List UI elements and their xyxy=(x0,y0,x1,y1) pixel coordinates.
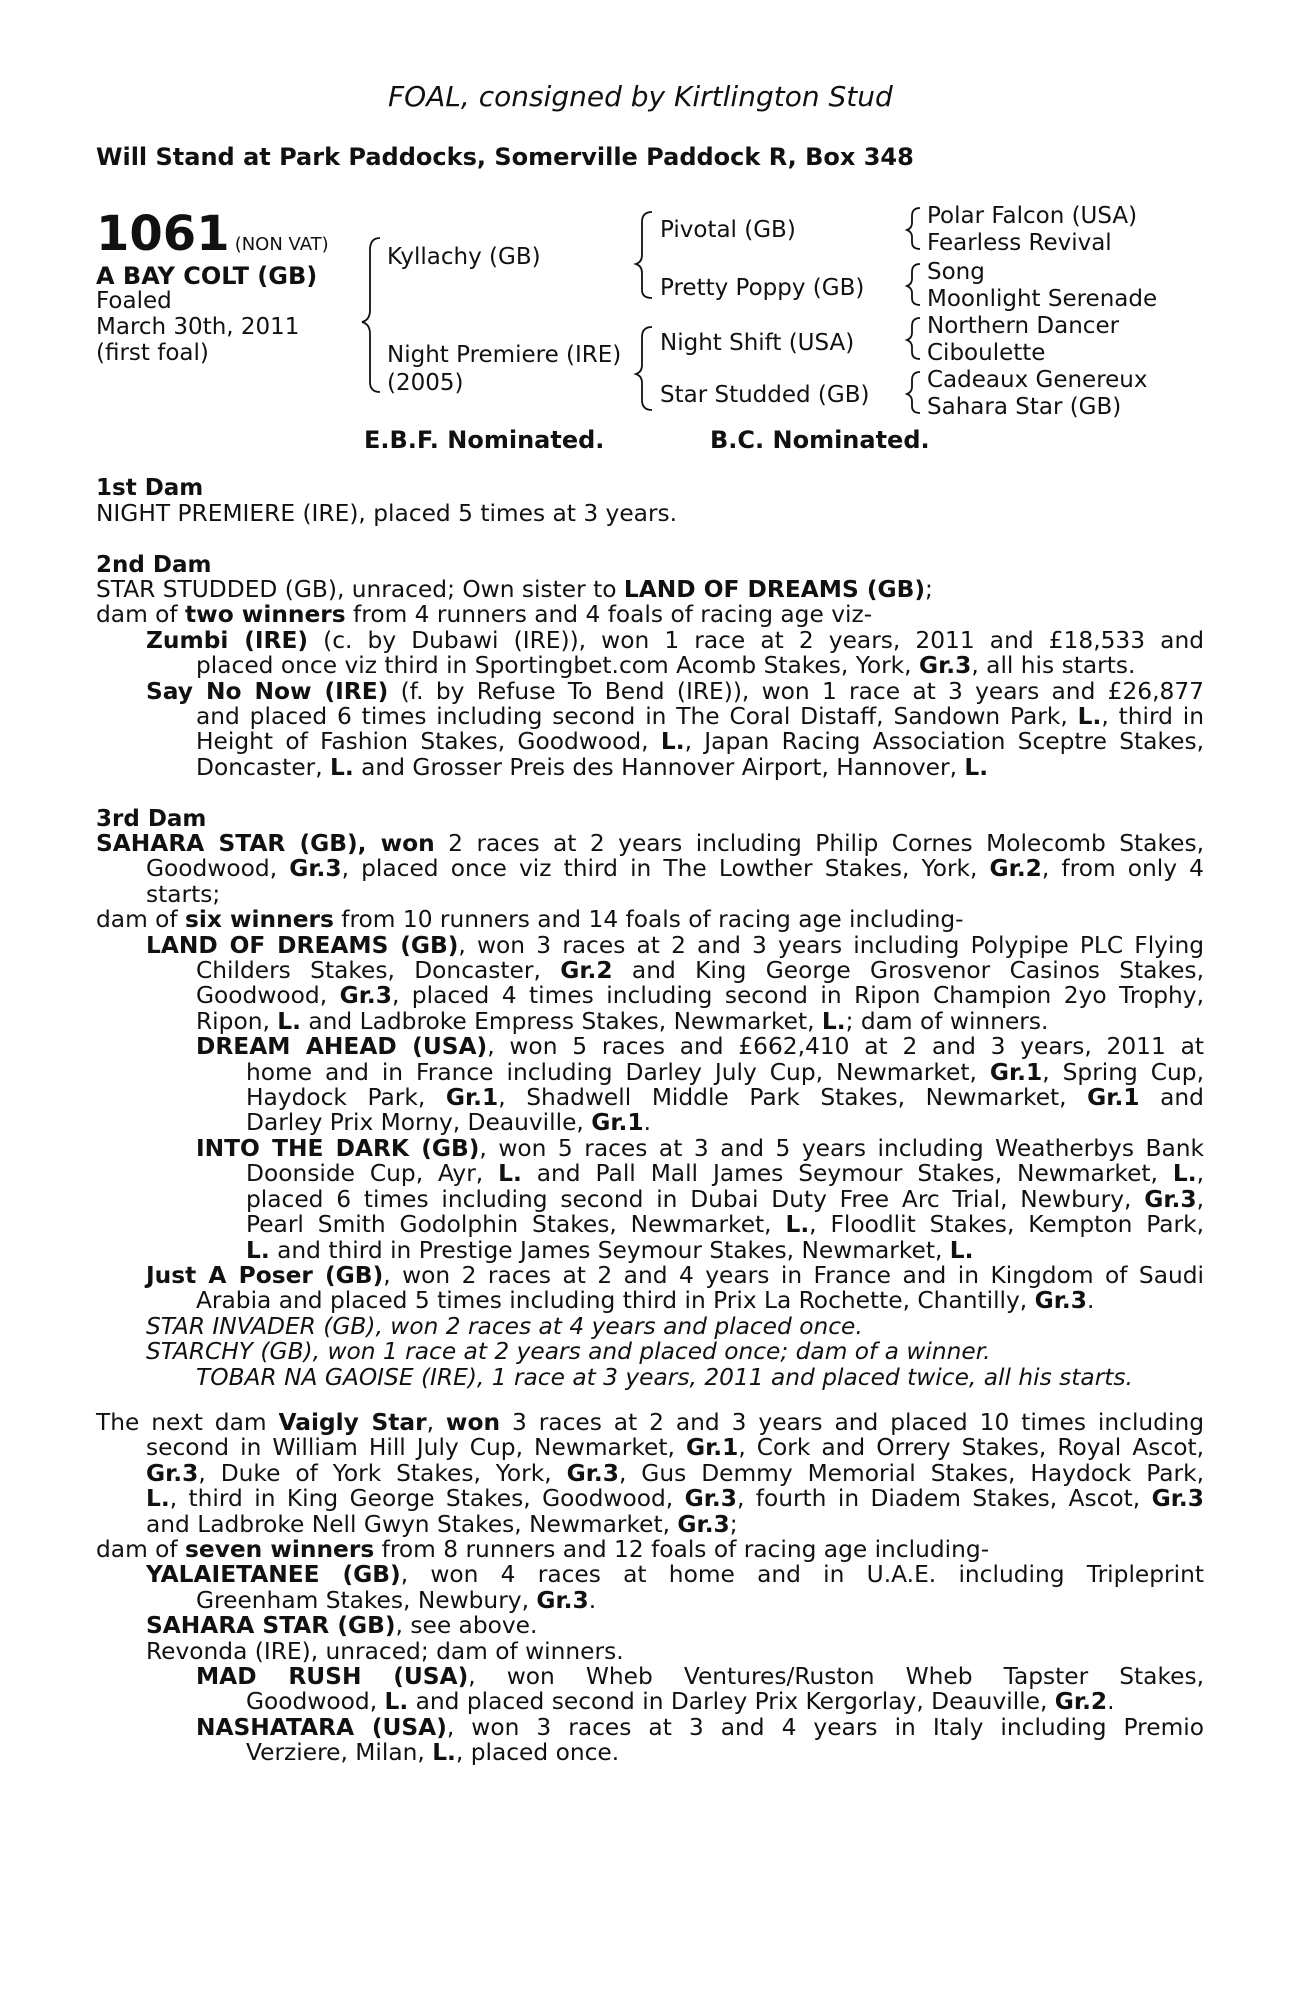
pedigree-dam-sire: Night Shift (USA) xyxy=(660,330,855,356)
bc-nomination: B.C. Nominated. xyxy=(710,426,930,454)
progeny-say-no-now-cont: Height of Fashion Stakes, Goodwood, L., Japan Racing Association Sceptre Stakes, xyxy=(196,728,1204,756)
first-dam-text xyxy=(96,501,1204,526)
third-dam-line: Goodwood, Gr.3, placed once viz third in The Lowther Stakes, York, Gr.2, from only 4 xyxy=(146,855,1204,883)
pedigree-sire-sire: Pivotal (GB) xyxy=(660,217,796,243)
pedigree-sire-dam: Pretty Poppy (GB) xyxy=(660,275,865,301)
foaled-date: March 30th, 2011 xyxy=(96,314,300,340)
pedigree-dam-dam: Star Studded (GB) xyxy=(660,382,870,408)
progeny-into-the-dark: INTO THE DARK (GB), won 5 races at 3 and 5 years including Weatherbys Bank xyxy=(196,1134,1204,1162)
progeny-land-of-dreams-cont: Goodwood, Gr.3, placed 4 times including second in Ripon Champion 2yo Trophy, xyxy=(196,982,1204,1010)
consignment-heading: FOAL, consigned by Kirtlington Stud xyxy=(388,80,893,113)
progeny-nashatara: NASHATARA (USA), won 3 races at 3 and 4 years in Italy including Premio xyxy=(196,1713,1204,1741)
ggp-2: Fearless Revival xyxy=(927,230,1112,256)
stand-location: Will Stand at Park Paddocks, Somerville Paddock R, Box 348 xyxy=(96,143,914,171)
progeny-into-the-dark-cont: L. and third in Prestige James Seymour Stakes, Newmarket, L. xyxy=(246,1236,974,1264)
next-dam-line: and Ladbroke Nell Gwyn Stakes, Newmarket, Gr.3; xyxy=(146,1510,738,1538)
progeny-dream-ahead: DREAM AHEAD (USA), won 5 races and £662,410 at 2 and 3 years, 2011 at xyxy=(196,1033,1204,1061)
bracket-sire-line xyxy=(636,212,652,298)
progeny-revonda: Revonda (IRE), unraced; dam of winners. xyxy=(146,1637,624,1665)
progeny-sahara-star: SAHARA STAR (GB), see above. xyxy=(146,1612,538,1640)
progeny-dream-ahead-cont: Darley Prix Morny, Deauville, Gr.1. xyxy=(246,1109,651,1137)
progeny-into-the-dark-cont: Pearl Smith Godolphin Stakes, Newmarket, L., Floodlit Stakes, Kempton Park, xyxy=(246,1211,1204,1239)
ebf-nomination: E.B.F. Nominated. xyxy=(364,426,605,454)
vat-status: (NON VAT) xyxy=(234,234,329,255)
progeny-say-no-now: Say No Now (IRE) (f. by Refuse To Bend (IRE)), won 1 race at 3 years and £26,877 xyxy=(146,677,1204,705)
progeny-tobar-na-gaoise: TOBAR NA GAOISE (IRE), 1 race at 3 years, 2011 and placed twice, all his starts. xyxy=(196,1363,1133,1391)
pedigree-dam-year: (2005) xyxy=(387,370,464,396)
bracket-parents xyxy=(362,238,380,392)
progeny-yalaietanee: YALAIETANEE (GB), won 4 races at home and in U.A.E. including Tripleprint xyxy=(146,1561,1204,1589)
third-dam-line: dam of six winners from 10 runners and 14 foals of racing age including- xyxy=(96,906,964,934)
bracket-ggp-3 xyxy=(907,318,920,359)
second-dam-heading: 2nd Dam xyxy=(96,552,212,578)
third-dam-line: SAHARA STAR (GB), won 2 races at 2 years including Philip Cornes Molecomb Stakes, xyxy=(96,830,1204,857)
third-dam-line: starts; xyxy=(146,880,221,908)
progeny-into-the-dark-cont: placed 6 times including second in Dubai Duty Free Arc Trial, Newbury, Gr.3, xyxy=(246,1185,1204,1213)
first-dam-heading: 1st Dam xyxy=(96,475,204,501)
progeny-star-invader: STAR INVADER (GB), won 2 races at 4 years and placed once. xyxy=(146,1312,863,1340)
ggp-7: Cadeaux Genereux xyxy=(927,367,1148,393)
progeny-say-no-now-cont: Doncaster, L. and Grosser Preis des Hannover Airport, Hannover, L. xyxy=(196,753,989,781)
bracket-ggp-4 xyxy=(907,372,920,413)
lot-number: 1061 xyxy=(96,206,230,262)
third-dam-heading: 3rd Dam xyxy=(96,806,207,832)
progeny-say-no-now-cont: and placed 6 times including second in The Coral Distaff, Sandown Park, L., third in xyxy=(196,703,1204,731)
lot-title: A BAY COLT (GB) xyxy=(96,262,318,290)
bracket-ggp-1 xyxy=(907,208,920,249)
progeny-zumbi: Zumbi (IRE) (c. by Dubawi (IRE)), won 1 race at 2 years, 2011 and £18,533 and xyxy=(146,626,1205,654)
progeny-dream-ahead-cont: home and in France including Darley July Cup, Newmarket, Gr.1, Spring Cup, xyxy=(246,1058,1204,1086)
progeny-land-of-dreams-cont: Childers Stakes, Doncaster, Gr.2 and King George Grosvenor Casinos Stakes, xyxy=(196,957,1204,985)
progeny-into-the-dark-cont: Doonside Cup, Ayr, L. and Pall Mall James Seymour Stakes, Newmarket, L., xyxy=(246,1160,1204,1188)
next-dam-line: L., third in King George Stakes, Goodwood, Gr.3, fourth in Diadem Stakes, Ascot, Gr.3 xyxy=(146,1485,1204,1513)
progeny-mad-rush-cont: Goodwood, L. and placed second in Darley Prix Kergorlay, Deauville, Gr.2. xyxy=(246,1688,1115,1716)
first-dam-line: NIGHT PREMIERE (IRE), placed 5 times at 3 years. xyxy=(96,500,678,527)
foal-note: (first foal) xyxy=(96,340,209,366)
pedigree-sire: Kyllachy (GB) xyxy=(387,244,541,270)
progeny-yalaietanee-cont: Greenham Stakes, Newbury, Gr.3. xyxy=(196,1586,597,1614)
progeny-land-of-dreams-cont: Ripon, L. and Ladbroke Empress Stakes, Newmarket, L.; dam of winners. xyxy=(196,1007,1049,1035)
ggp-1: Polar Falcon (USA) xyxy=(927,203,1138,229)
next-dam-line: Gr.3, Duke of York Stakes, York, Gr.3, Gus Demmy Memorial Stakes, Haydock Park, xyxy=(146,1459,1204,1487)
progeny-just-a-poser: Just A Poser (GB), won 2 races at 2 and 4 years in France and in Kingdom of Saudi xyxy=(146,1261,1204,1289)
second-dam-section xyxy=(96,577,1204,780)
foaled-label: Foaled xyxy=(96,288,172,314)
next-dam-line: The next dam Vaigly Star, won 3 races at 2 and 3 years and placed 10 times including xyxy=(96,1409,1204,1436)
ggp-6: Ciboulette xyxy=(927,340,1046,366)
progeny-starchy: STARCHY (GB), won 1 race at 2 years and placed once; dam of a winner. xyxy=(146,1338,991,1366)
third-dam-section xyxy=(96,831,1204,1390)
next-dam-line: second in William Hill July Cup, Newmarket, Gr.1, Cork and Orrery Stakes, Royal Ascot, xyxy=(146,1434,1204,1462)
progeny-zumbi-cont: placed once viz third in Sportingbet.com Acomb Stakes, York, Gr.3, all his starts. xyxy=(196,652,1136,680)
ggp-4: Moonlight Serenade xyxy=(927,286,1158,312)
pedigree-dam: Night Premiere (IRE) xyxy=(387,342,622,368)
bracket-ggp-2 xyxy=(907,264,920,305)
progeny-land-of-dreams: LAND OF DREAMS (GB), won 3 races at 2 and 3 years including Polypipe PLC Flying xyxy=(146,931,1204,959)
ggp-5: Northern Dancer xyxy=(927,313,1120,339)
bracket-dam-line xyxy=(636,327,652,410)
progeny-just-a-poser-cont: Arabia and placed 5 times including third in Prix La Rochette, Chantilly, Gr.3. xyxy=(196,1287,1095,1315)
progeny-mad-rush: MAD RUSH (USA), won Wheb Ventures/Ruston Wheb Tapster Stakes, xyxy=(196,1663,1204,1691)
ggp-8: Sahara Star (GB) xyxy=(927,394,1122,420)
progeny-dream-ahead-cont: Haydock Park, Gr.1, Shadwell Middle Park Stakes, Newmarket, Gr.1 and xyxy=(246,1084,1204,1112)
second-dam-line: dam of two winners from 4 runners and 4 foals of racing age viz- xyxy=(96,601,873,629)
second-dam-line: STAR STUDDED (GB), unraced; Own sister to LAND OF DREAMS (GB); xyxy=(96,576,933,603)
progeny-nashatara-cont: Verziere, Milan, L., placed once. xyxy=(246,1739,620,1767)
next-dam-line: dam of seven winners from 8 runners and 12 foals of racing age including- xyxy=(96,1536,990,1564)
next-dam-section xyxy=(96,1410,1204,1766)
ggp-3: Song xyxy=(927,259,985,285)
